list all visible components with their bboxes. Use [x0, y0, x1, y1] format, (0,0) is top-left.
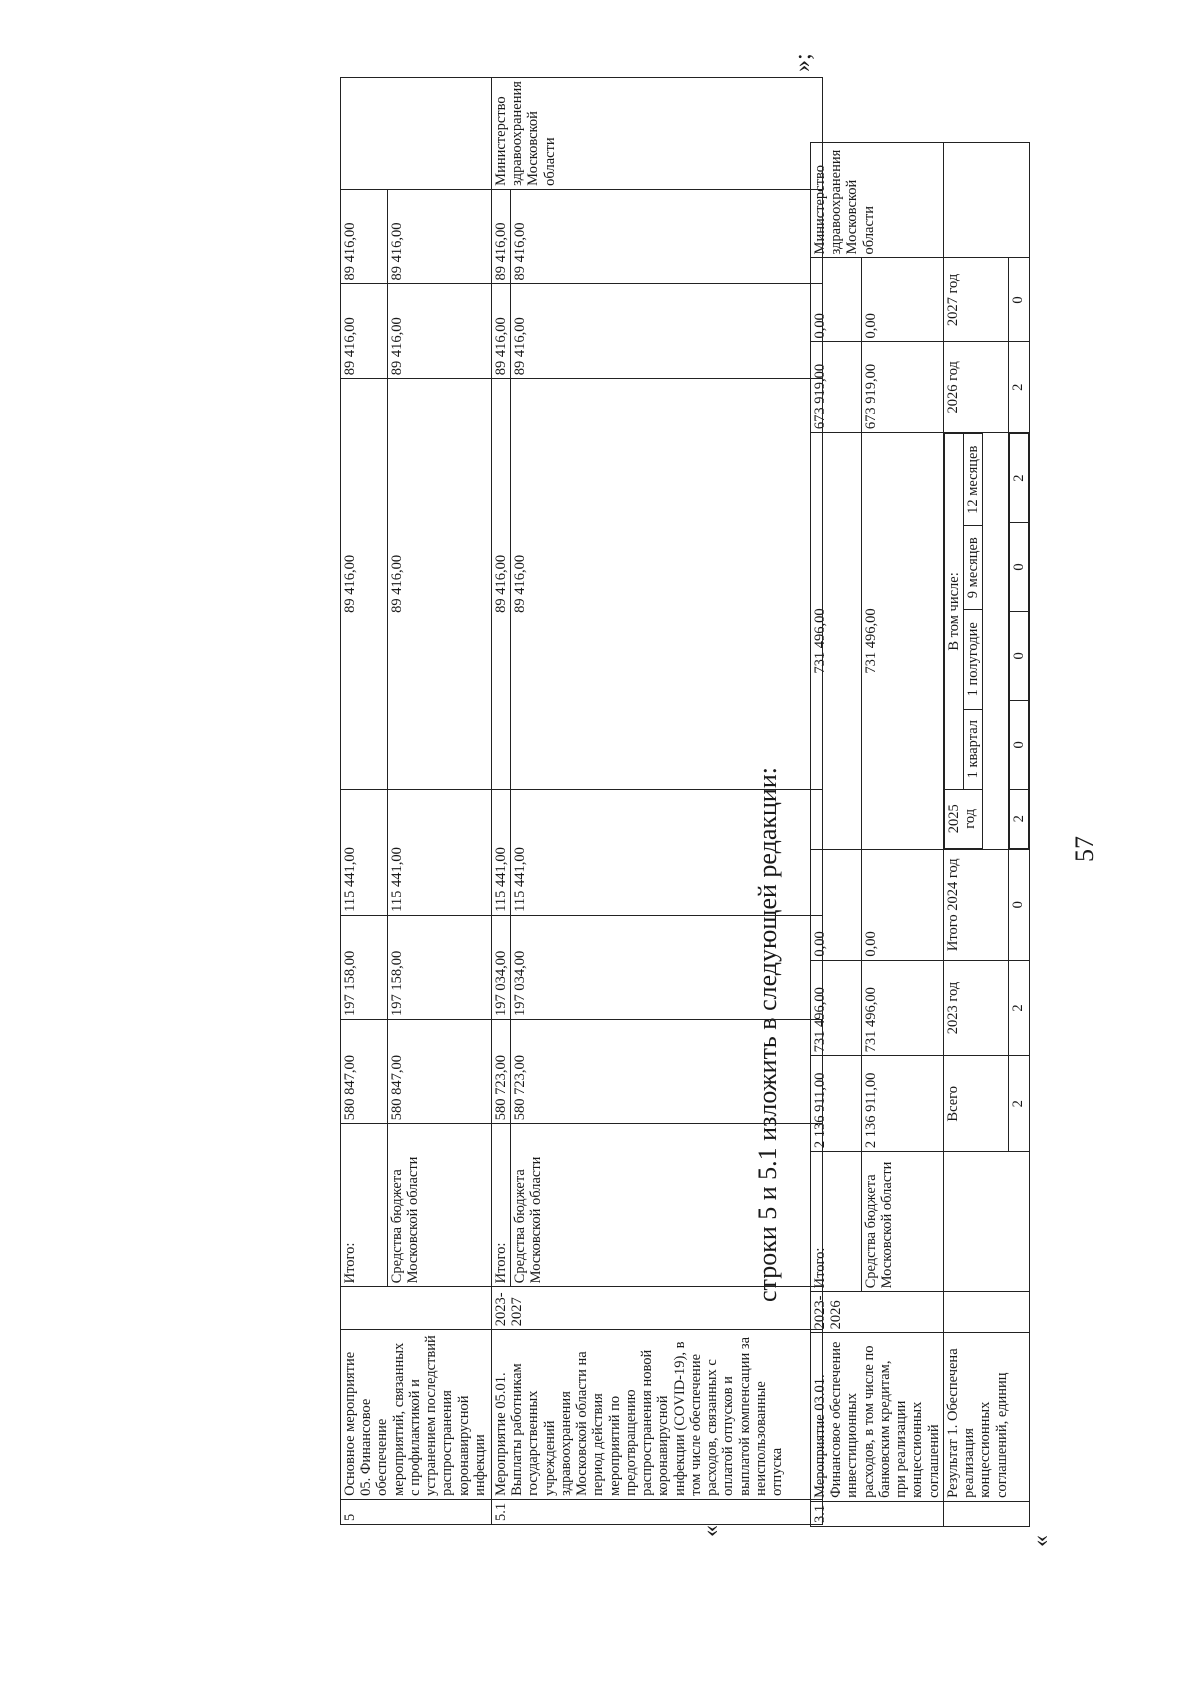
cell-value: 0,00 — [811, 849, 862, 960]
cell-value: 89 416,00 — [492, 189, 511, 284]
cell-value: 89 416,00 — [341, 379, 388, 789]
row-number: 3.1 — [811, 1501, 944, 1526]
heading: строки 5 и 5.1 изложить в следующей редакции: — [753, 767, 782, 1302]
result-value: 2 — [1008, 342, 1029, 433]
cell-value: 115 441,00 — [388, 789, 492, 915]
cell-value: 0,00 — [811, 258, 862, 342]
opening-quote-1: « — [1028, 1535, 1054, 1547]
cell-value: 197 158,00 — [388, 915, 492, 1019]
cell-value: 197 158,00 — [341, 915, 388, 1019]
cell-value: 731 496,00 — [811, 433, 862, 850]
row-name: Мероприятие 03.01. Финансовое обеспечение инвестиционных расходов, в том числе по банковским кредитам, при реализации концессионных соглашений — [811, 1333, 944, 1502]
cell-value: 2 136 911,00 — [861, 1056, 943, 1152]
row-period: 2023-2027 — [492, 1287, 823, 1330]
cell-value: 115 441,00 — [492, 789, 511, 915]
cell-value: 0,00 — [861, 258, 943, 342]
header-2027: 2027 год — [943, 258, 1008, 342]
cell-value: 89 416,00 — [341, 284, 388, 379]
table-row — [492, 78, 511, 1525]
cell-value: 731 496,00 — [811, 960, 862, 1056]
cell-value: 89 416,00 — [511, 379, 823, 789]
row-name: Основное мероприятие 05. Финансовое обеспечение мероприятий, связанных с профилактикой и устранением последствий распространения коронавирусной инфекции — [341, 1330, 492, 1500]
result-subtable-values — [1009, 433, 1029, 849]
fin-label: Итого: — [811, 1152, 862, 1292]
result-value: 0 — [1009, 523, 1028, 612]
table-row — [341, 78, 388, 1525]
header-2024: Итого 2024 год — [943, 849, 1008, 960]
header-2026: 2026 год — [943, 342, 1008, 433]
cell-value: 731 496,00 — [861, 960, 943, 1056]
cell-value: 580 723,00 — [492, 1020, 511, 1124]
closing-mark: »; — [790, 53, 816, 72]
cell-value: 89 416,00 — [388, 189, 492, 284]
row-number: 5.1 — [492, 1499, 823, 1524]
header-2023: 2023 год — [943, 960, 1008, 1056]
row-number: 5 — [341, 1499, 492, 1524]
fin-source: Средства бюджета Московской области — [388, 1124, 492, 1287]
result-value: 2 — [1009, 434, 1028, 523]
result-value: 0 — [1009, 700, 1028, 789]
result-value: 0 — [1008, 258, 1029, 342]
header-h1: 1 полугодие — [964, 609, 983, 709]
page-number: 57 — [1070, 836, 1099, 862]
cell-value: 0,00 — [861, 849, 943, 960]
header-q1: 1 квартал — [964, 709, 983, 789]
cell-value: 89 416,00 — [388, 379, 492, 789]
table-2 — [340, 77, 823, 1525]
header-2025: 2025 год — [944, 789, 982, 848]
result-value: 2 — [1008, 1056, 1029, 1152]
cell-value: 731 496,00 — [861, 433, 943, 850]
cell-value: 89 416,00 — [388, 284, 492, 379]
result-value: 0 — [1008, 849, 1029, 960]
responsible: Министерство здравоохранения Московской области — [492, 78, 823, 190]
opening-quote-2: « — [698, 1525, 724, 1537]
fin-label: Итого: — [492, 1124, 511, 1287]
header-m12: 12 месяцев — [964, 434, 983, 526]
cell-value: 89 416,00 — [511, 189, 823, 284]
cell-value: 115 441,00 — [511, 789, 823, 915]
row-name: Мероприятие 05.01. Выплаты работникам государственных учреждений здравоохранения Московской области на период действия мероприятий по предотвращению распространения новой коронавирусной инфекции (COVID-19), в том числе обеспечение расходов, связанных с оплатой отпусков и выплатой компенсации за неиспользованные отпуска — [492, 1330, 823, 1500]
cell-value: 115 441,00 — [341, 789, 388, 915]
cell-value: 2 136 911,00 — [811, 1056, 862, 1152]
fin-source: Средства бюджета Московской области — [861, 1152, 943, 1292]
cell-value: 89 416,00 — [511, 284, 823, 379]
table-row — [943, 143, 1008, 1527]
header-incl: В том числе: — [944, 434, 963, 790]
header-total: Всего — [943, 1056, 1008, 1152]
fin-label: Итого: — [341, 1124, 388, 1287]
header-m9: 9 месяцев — [964, 526, 983, 609]
cell-value: 673 919,00 — [811, 342, 862, 433]
row-period: 2023-2026 — [811, 1292, 944, 1333]
result-subtable-headers — [944, 433, 983, 849]
cell-value: 89 416,00 — [492, 284, 511, 379]
cell-value: 197 034,00 — [511, 915, 823, 1019]
result-value: 2 — [1009, 789, 1028, 848]
result-name: Результат 1. Обеспечена реализация концессионных соглашений, единиц — [943, 1333, 1029, 1502]
cell-value: 197 034,00 — [492, 915, 511, 1019]
responsible: Министерство здравоохранения Московской области — [811, 143, 944, 258]
result-value: 0 — [1009, 611, 1028, 700]
cell-value: 580 847,00 — [388, 1020, 492, 1124]
cell-value: 580 723,00 — [511, 1020, 823, 1124]
cell-value: 673 919,00 — [861, 342, 943, 433]
cell-value: 89 416,00 — [492, 379, 511, 789]
cell-value: 580 847,00 — [341, 1020, 388, 1124]
result-value: 2 — [1008, 960, 1029, 1056]
cell-value: 89 416,00 — [341, 189, 388, 284]
table-1 — [810, 142, 1030, 1527]
fin-source: Средства бюджета Московской области — [511, 1124, 823, 1287]
